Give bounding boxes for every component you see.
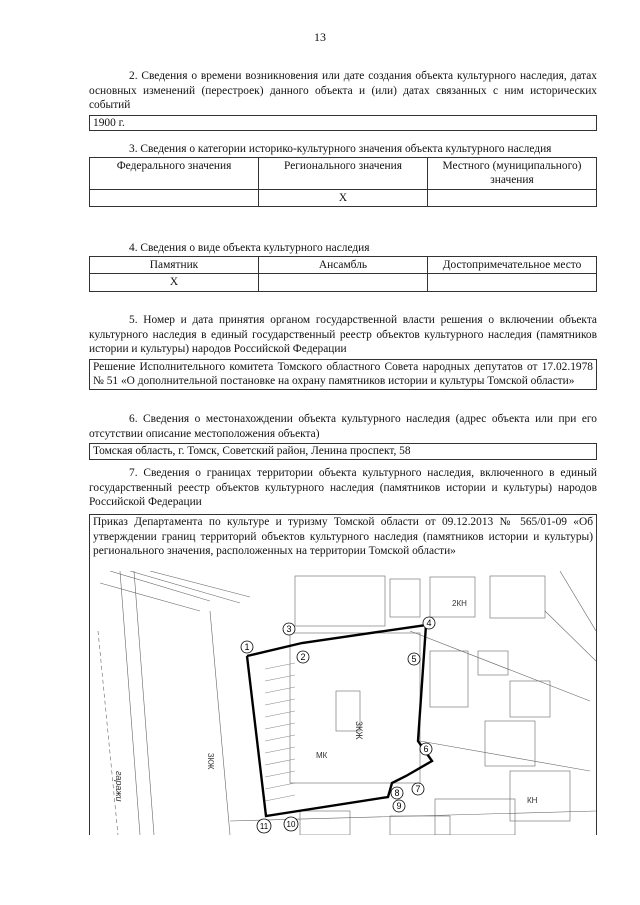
boundary-map — [89, 571, 597, 835]
section-2 — [89, 69, 597, 131]
boundary-map-svg — [90, 571, 596, 835]
type-col-monument: Памятник — [90, 256, 259, 274]
section-7 — [89, 466, 597, 510]
svg-text:10: 10 — [286, 820, 296, 829]
svg-text:7: 7 — [415, 784, 421, 794]
section-6-heading: 6. Сведения о местонахождении объекта культурного наследия (адрес объекта или при его отсутствии описание местоположения объекта) — [89, 413, 597, 440]
section-5 — [89, 313, 597, 390]
map-label-garages: гаражи — [114, 771, 124, 802]
svg-text:1: 1 — [244, 642, 250, 652]
point-2 — [297, 651, 309, 663]
svg-text:5: 5 — [411, 654, 417, 664]
section-7-value: Приказ Департамента по культуре и туризму Томской области от 09.12.2013 № 565/01-09 «Об утверждении границ территорий объектов культурного наследия (памятников истории и культуры) регионального значения, расположенных на территории Томской области» — [89, 514, 597, 572]
svg-text:3: 3 — [286, 624, 292, 634]
svg-text:2: 2 — [300, 652, 306, 662]
section-2-heading: 2. Сведения о времени возникновения или дате создания объекта культурного наследия, датах основных изменений (перестроек) данного объекта и (или) датах связанных с ним исторических событий — [89, 70, 597, 112]
map-label-mk: МК — [316, 751, 328, 760]
section-4 — [89, 241, 597, 292]
map-text-labels — [114, 599, 538, 805]
section-3-heading: 3. Сведения о категории историко-культурного значения объекта культурного наследия — [129, 143, 552, 155]
point-1 — [241, 641, 253, 653]
section-2-value: 1900 г. — [89, 115, 597, 132]
map-label-kn: КН — [527, 796, 538, 805]
svg-text:8: 8 — [394, 788, 400, 798]
type-mark-ensemble — [259, 274, 428, 292]
point-8 — [391, 787, 403, 799]
category-mark-regional: X — [259, 189, 428, 207]
page-number: 13 — [314, 30, 326, 44]
category-table — [89, 157, 597, 208]
map-label-2kn: 2КН — [452, 599, 467, 608]
type-mark-monument: X — [90, 274, 259, 292]
category-mark-local — [428, 189, 597, 207]
svg-text:6: 6 — [423, 744, 429, 754]
section-5-value: Решение Исполнительного комитета Томского областного Совета народных депутатов от 17.02.1978 № 51 «О дополнительной постановке на охрану памятников истории и культуры Томской области» — [89, 359, 597, 390]
point-6 — [420, 743, 432, 755]
point-10 — [284, 817, 298, 831]
section-6 — [89, 412, 597, 460]
type-col-site: Достопримечательное место — [428, 256, 597, 274]
svg-text:11: 11 — [259, 822, 269, 831]
point-9 — [393, 800, 405, 812]
section-3 — [89, 142, 597, 207]
svg-text:4: 4 — [426, 618, 432, 628]
category-mark-federal — [90, 189, 259, 207]
type-table — [89, 256, 597, 292]
section-5-heading: 5. Номер и дата принятия органом государственной власти решения о включении объекта культурного наследия в единый государственный реестр объектов культурного наследия (памятников истории и культуры) народов Российской Федерации — [89, 314, 597, 356]
section-7-heading: 7. Сведения о границах территории объекта культурного наследия, включенного в единый государственный реестр объектов культурного наследия (памятников истории и культуры) народов Российской Федерации — [89, 467, 597, 509]
section-4-heading: 4. Сведения о виде объекта культурного наследия — [129, 242, 370, 254]
section-6-value: Томская область, г. Томск, Советский район, Ленина проспект, 58 — [89, 443, 597, 460]
type-mark-site — [428, 274, 597, 292]
category-col-regional: Регионального значения — [259, 157, 428, 189]
point-4 — [423, 617, 435, 629]
svg-text:9: 9 — [396, 801, 402, 811]
point-5 — [408, 653, 420, 665]
type-col-ensemble: Ансамбль — [259, 256, 428, 274]
point-11 — [257, 819, 271, 833]
map-label-main: 3КЖ — [354, 721, 364, 740]
category-col-federal: Федерального значения — [90, 157, 259, 189]
point-7 — [412, 783, 424, 795]
map-label-street: 3КЖ — [206, 753, 215, 770]
point-3 — [283, 623, 295, 635]
category-col-local: Местного (муниципального) значения — [428, 157, 597, 189]
map-background-lines — [98, 571, 596, 835]
